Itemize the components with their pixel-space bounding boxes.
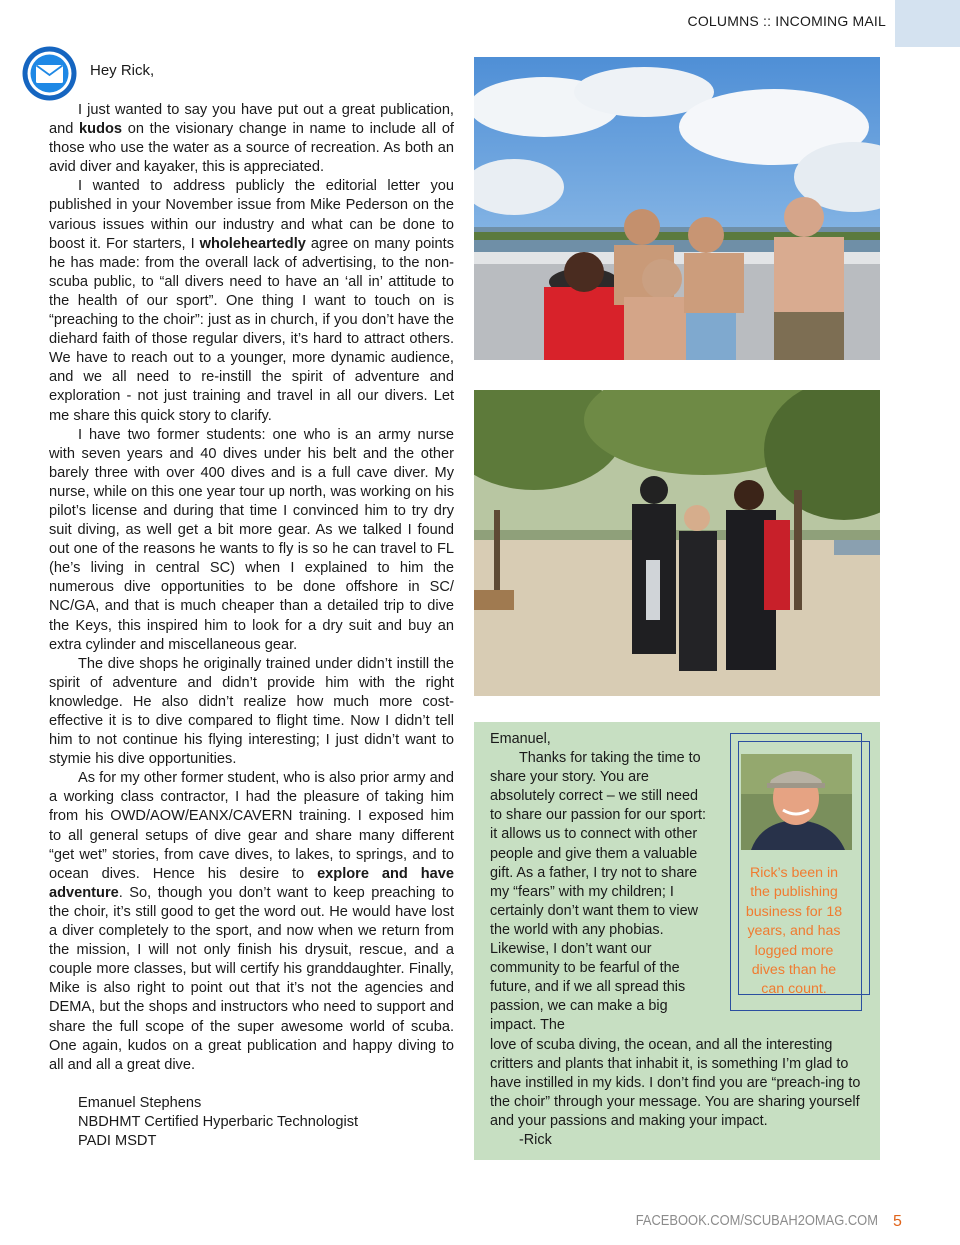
letter-paragraph: The dive shops he originally trained under didn’t instill the spirit of adventure and didn’t provide him with the right knowledge. He also didn’t realize how much more cost-effective it is to dive compared to flight time. Now I didn’t tell him to not continue his flying interesting; I just didn’t want to stymie his dive opportunities. <box>49 655 454 768</box>
reply-salutation: Emanuel, <box>490 731 551 747</box>
portrait-caption: Rick’s been in the publishing business for 18 years, and has logged more dives than he can count. <box>745 865 843 998</box>
letter-paragraph <box>49 769 454 1075</box>
letter-text: As for my other former student, who is also prior army and a working class contractor, I had the pleasure of taking him from his OWD/AOW/EANX/CAVERN training. I exposed him to all general setups of dive gear and share many different “get wet” stories, from cave dives, to lakes, to springs, and to ocean dives. Hence his desire to <box>49 770 454 882</box>
reply-signoff: -Rick <box>519 1131 552 1148</box>
letter-emphasis: kudos <box>79 121 123 138</box>
letter-paragraph <box>49 101 454 177</box>
letter-text: I wanted to address publicly the editorial letter you published in your November issue from Mike Pederson on the various issues within our industry and what can be done to boost it. For starters, I <box>49 178 454 252</box>
letter-text: on the visionary change in name to include all of those who use the water as a source of recreation. As both an avid diver and kayaker, this is appreciated. <box>49 121 454 176</box>
reply-paragraph-wrapped: Thanks for taking the time to share your story. You are absolutely correct – we still need to share our passion for our sport: it allows us to connect with other people and give them a valuable gift. As a father, I try not to share my “fears” with my children; I certainly don’t want them to view the world with any phobias. Likewise, I don’t want our community to be fearful of the future, and if we all spread this passion, we can make a big impact. The <box>490 750 706 1034</box>
signature-block <box>49 1094 454 1151</box>
letter-paragraph: I have two former students: one who is an army nurse with seven years and 40 dives under his belt and the other barely three with over 400 dives and is a full cave diver. My nurse, while on this one year tour up north, was working on his pilot’s license and during that time I convinced him to try dry suit diving, as well get a bit more gear. As we talked I found out one of the reasons he wants to fly is so he can travel to FL (he’s living in central SC) when I explained to him the numerous dive opportunities to be done offshore in SC/ NC/GA, and that is much cheaper than a detailed trip to dive the Keys, this inspired him to look for a dry suit and buy an extra cylinder and miscellaneous gear. <box>49 426 454 653</box>
divers-in-park-photo <box>474 390 880 696</box>
page-number: 5 <box>893 1213 902 1230</box>
letter-greeting: Hey Rick, <box>90 62 155 79</box>
boat-group-photo <box>474 57 880 360</box>
letter-emphasis: explore and have adventure <box>49 865 454 901</box>
letter-emphasis: wholeheartedly <box>199 235 306 252</box>
letter-text: . So, though you don’t want to keep preaching to the choir, it’s still good to get the word out. He would have lost a diver completely to the sport, and now when we return from the mission, I will not only finish his drysuit, rescue, and a couple more classes, but will certify his granddaughter. Finally, Mike is also right to point out that it’s not the agencies and DEMA, but the shops and instructors who need to support and share the full scope of the super awesome world of scuba. One again, kudos on a great publication and happy diving to all and all a great dive. <box>49 884 454 1073</box>
footer-url: FACEBOOK.COM/SCUBAH2OMAG.COM <box>635 1212 878 1229</box>
header-color-block <box>895 0 960 47</box>
editor-portrait <box>741 754 852 850</box>
reply-paragraph: love of scuba diving, the ocean, and all the interesting critters and plants that inhabit it, is something I’m glad to have instilled in my kids. I don’t find you are “preach-ing to the choir” through your message. You are sharing yourself and your passions and making your impact. <box>490 1036 861 1129</box>
section-header: COLUMNS :: INCOMING MAIL <box>687 13 886 29</box>
letter-text: I just wanted to say you have put out a great publication, and <box>49 102 454 138</box>
signature-cert: PADI MSDT <box>78 1132 157 1149</box>
signature-name: Emanuel Stephens <box>78 1094 202 1111</box>
letter-paragraph <box>49 177 454 425</box>
letter-text: agree on many points he has made: from the overall lack of advertising, to the non-scuba public, to “all divers need to have an ‘all in’ attitude to the health of our sport”. One thing I want to touch on is “preaching to the choir”: just as in church, if you don’t have the diehard faith of those regular divers, it’s hard to attract others. We have to reach out to a younger, more dynamic audience, and we all need to re-instill the spirit of adventure and exploration - not just training and travel in all our divers. Let me share this quick story to clarify. <box>49 235 454 424</box>
envelope-icon <box>21 45 78 102</box>
reader-letter <box>49 101 454 1151</box>
signature-title: NBDHMT Certified Hyperbaric Technologist <box>78 1113 359 1130</box>
